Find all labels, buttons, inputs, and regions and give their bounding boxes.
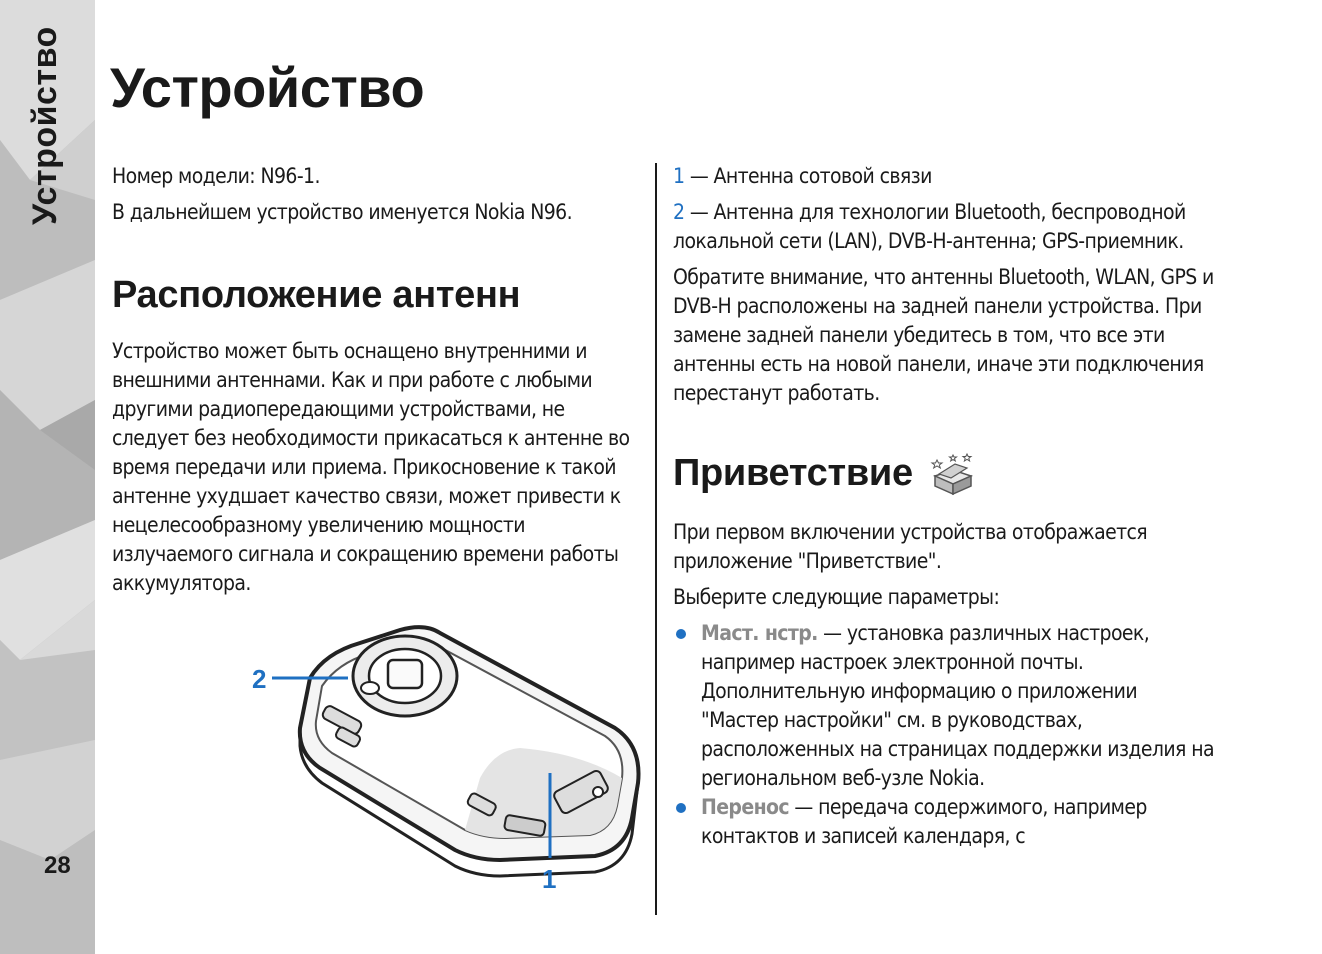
antenna-item-2-number: 2 [673, 200, 685, 224]
model-number-text: Номер модели: N96-1. [112, 164, 320, 188]
choose-options-text: Выберите следующие параметры: [673, 585, 1000, 609]
option-setup-wizard [673, 619, 1218, 793]
antenna-note: Обратите внимание, что антенны Bluetooth, WLAN, GPS и DVB-H расположены на задней панели устройства. При замене задней панели убедитесь в том, что все эти антенны есть на новой панели, иначе эти подключения перестанут работать. [673, 265, 1214, 405]
callout-1-label: 1 [542, 864, 557, 893]
antenna-item-1 [673, 162, 1218, 191]
option-transfer-text: — передача содержимого, например контактов и записей календаря, с [701, 795, 1147, 848]
page-title: Устройство [110, 56, 425, 119]
welcome-app-icon [929, 452, 975, 496]
device-name-text: В дальнейшем устройство именуется Nokia N96. [112, 200, 572, 224]
antenna-item-1-text: — Антенна сотовой связи [684, 164, 932, 188]
options-list [673, 619, 1218, 851]
sidebar-section-title: Устройство [26, 26, 64, 225]
option-transfer [673, 793, 1218, 851]
antennas-paragraph: Устройство может быть оснащено внутренними и внешними антеннами. Как и при работе с любыми другими радиопередающими устройствами, не следует без необходимости прикасаться к антенне во время передачи или приема. Прикосновение к такой антенне ухудшает качество связи, может привести к нецелесообразному увеличению мощности излучаемого сигнала и сокращению времени работы аккумулятора. [112, 338, 630, 595]
page-number: 28 [44, 852, 71, 879]
right-column [673, 162, 1218, 851]
callout-2-label: 2 [252, 664, 267, 694]
antennas-heading: Расположение антенн [112, 274, 521, 316]
phone-antenna-diagram [250, 618, 645, 893]
option-setup-wizard-label: Маст. нстр. [701, 621, 818, 645]
option-transfer-label: Перенос [701, 795, 790, 819]
welcome-heading [673, 452, 1218, 496]
option-setup-wizard-text: — установка различных настроек, например настроек электронной почты. Дополнительную информацию о приложении "Мастер настройки" см. в руководствах, расположенных на страницах поддержки изделия на региональном веб-узле Nokia. [701, 621, 1214, 790]
sidebar [0, 0, 95, 954]
welcome-paragraph: При первом включении устройства отображается приложение "Приветствие". [673, 520, 1148, 573]
left-column [112, 162, 642, 605]
antenna-item-2 [673, 198, 1218, 256]
antenna-item-2-text: — Антенна для технологии Bluetooth, беспроводной локальной сети (LAN), DVB-H-антенна; GPS-приемник. [673, 200, 1186, 253]
column-divider [655, 163, 657, 915]
antenna-item-1-number: 1 [673, 164, 685, 188]
welcome-heading-text: Приветствие [673, 452, 913, 495]
